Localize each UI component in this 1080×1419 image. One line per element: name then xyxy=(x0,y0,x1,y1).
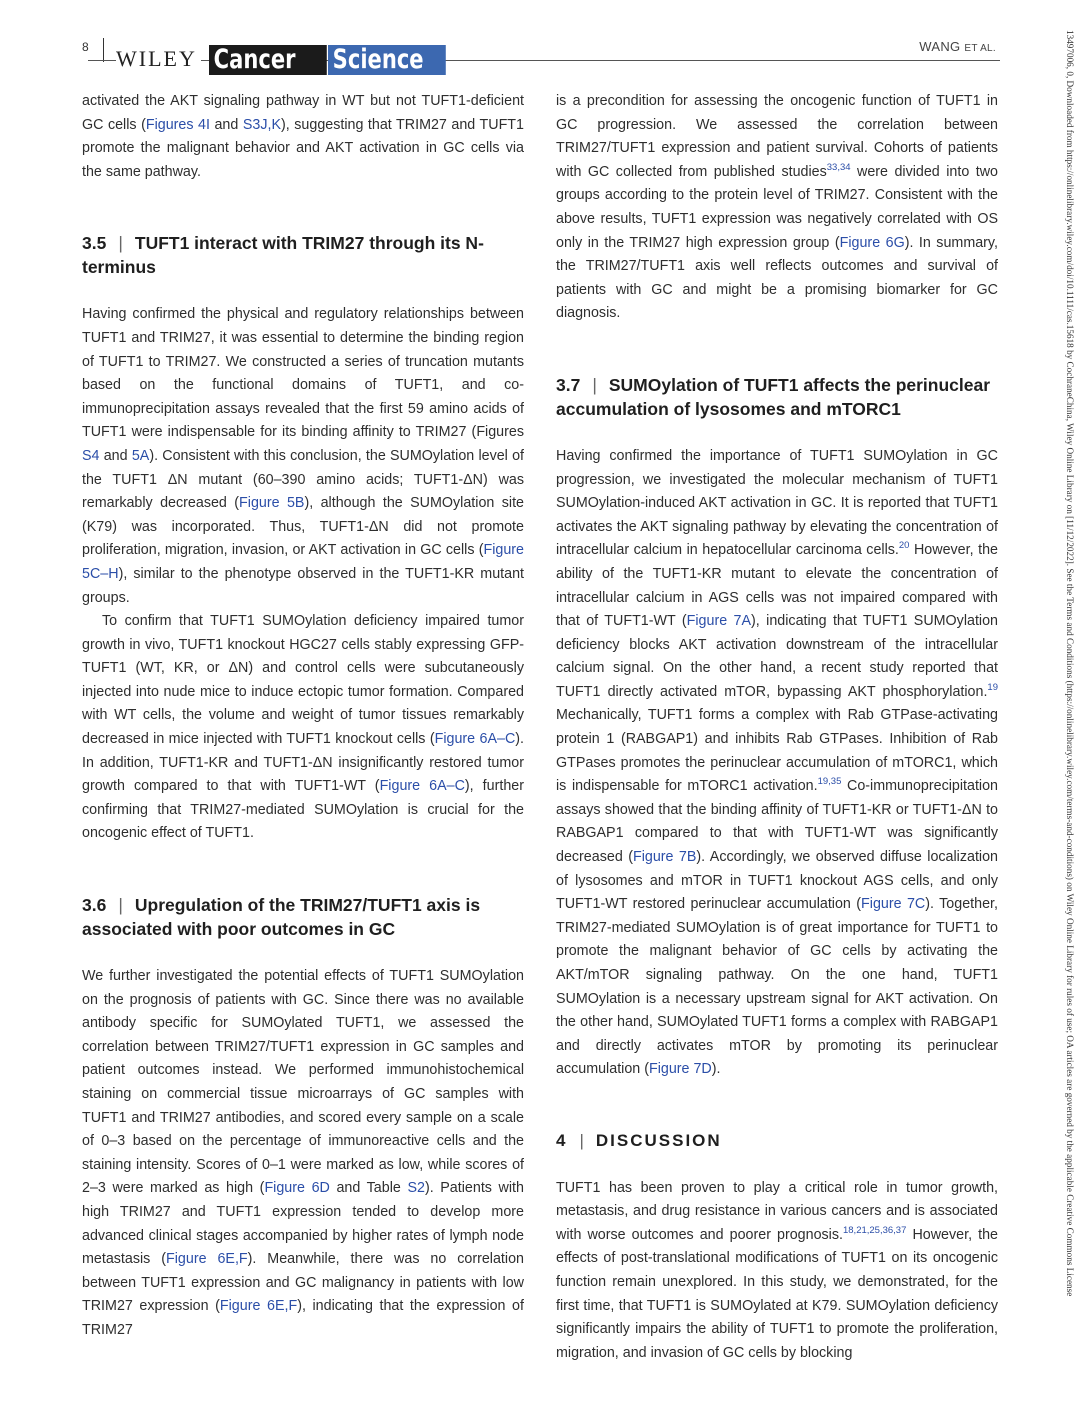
figure-link[interactable]: Figure 6G xyxy=(839,234,905,251)
left-column xyxy=(82,90,524,1343)
journal-logo-part1: Cancer xyxy=(209,45,327,75)
figure-link[interactable]: Figure 5B xyxy=(239,495,305,512)
figure-link[interactable]: S3J,K xyxy=(242,116,282,133)
figure-link[interactable]: Figure 5C–H xyxy=(82,542,524,582)
running-author xyxy=(919,39,996,54)
section-heading-4: 4 | DISCUSSION xyxy=(556,1130,722,1150)
citation[interactable]: 20 xyxy=(898,540,910,552)
header-divider-tick xyxy=(103,38,104,62)
citation[interactable]: 19 xyxy=(987,682,998,694)
paragraph-3-6-cont: is a precondition for assessing the oncogenic function of TUFT1 in GC progression. We assessed the correlation between TRIM27/TUFT1 expression and patient survival. Cohorts of patients with GC collected from published studies$^{33,34}$ were divided into two groups according to the protein level of TRIM27. Consistent with the above results, TUFT1 expression was negatively correlated with OS only in the TRIM27 high expression group (Figure 6G). In summary, the TRIM27/TUFT1 axis well reflects outcomes and survival of patients with GC and might be a promising biomarker for GC diagnosis. xyxy=(556,93,998,322)
paragraph-3-5-b: To confirm that TUFT1 SUMOylation deficiency impaired tumor growth in vivo, TUFT1 knockout HGC27 cells stably expressing GFP-TUFT1 (WT, KR, or ΔN) and control cells were subcutaneously injected into nude mice to induce ectopic tumor formation. Compared with WT cells, the volume and weight of tumor tissues remarkably decreased in mice injected with TUFT1 knockout cells (Figure 6A–C). In addition, TUFT1-KR and TUFT1-ΔN insignificantly restored tumor growth compared to that with TUFT1-WT (Figure 6A–C), further confirming that TRIM27-mediated SUMOylation is crucial for the oncogenic effect of TUFT1. xyxy=(82,613,525,842)
figure-link[interactable]: 5A xyxy=(131,447,150,464)
right-column xyxy=(556,90,998,1365)
figure-link[interactable]: Figure 7A xyxy=(686,613,752,630)
figure-link[interactable]: S4 xyxy=(82,447,100,464)
journal-logo-part2: Science xyxy=(328,45,445,75)
paragraph-3-7: Having confirmed the importance of TUFT1 SUMOylation in GC progression, we investigated the molecular mechanism of TUFT1 SUMOylation-induced AKT activation in GC. It is reported that TUFT1 activates the AKT signaling pathway by elevating the concentration of intracellular calcium in hepatocellular carcinoma cells.$^{20}$ However, the ability of the TUFT1-KR mutant to elevate the concentration of intracellular calcium in AGS cells was not impaired compared with that of TUFT1-WT (Figure 7A), indicating that TUFT1 SUMOylation deficiency blocks AKT activation downstream of the intracellular calcium signal. On the other hand, a recent study reported that TUFT1 directly activated mTOR, bypassing AKT phosphorylation.$^{19}$ Mechanically, TUFT1 forms a complex with Rab GTPase-activating protein 1 (RABGAP1) and inhibits Rab GTPases. Inhibition of Rab GTPases promotes the perinuclear accumulation of mTORC1, which is indispensable for mTORC1 activation.$^{19,35}$ Co-immunoprecipitation assays showed that the binding affinity of TUFT1-KR or TUFT1-ΔN to RABGAP1 compared to that with TUFT1-WT was significantly decreased (Figure 7B). Accordingly, we observed diffuse localization of lysosomes and mTOR in TUFT1 knockout AGS cells, and only TUFT1-WT restored perinuclear accumulation (Figure 7C). Together, TRIM27-mediated SUMOylation is of great importance for TUFT1 to promote the malignant behavior of GC cells by activating the AKT/mTOR signaling pathway. On the one hand, TUFT1 SUMOylation is a necessary upstream signal for AKT activation. On the other hand, SUMOylated TUFT1 forms a complex with RABGAP1 and directly activates mTOR by promoting its perinuclear accumulation (Figure 7D). xyxy=(556,447,999,1078)
citation[interactable]: 33,34 xyxy=(826,162,851,174)
download-side-note: 13497006, 0, Downloaded from https://onlinelibrary.wiley.com/doi/10.1111/cas.15618 by CochraneChina, Wiley Online Library on [11/12/2022]. See the Terms and Conditions (https://onlinelibrary.wiley.com/terms-and-conditions) on Wiley Online Library for rules of use; OA articles are governed by the applicable Creative Commons License xyxy=(1065,30,1075,1297)
author-main: WANG xyxy=(919,39,961,54)
section-heading-3-6: 3.6 | Upregulation of the TRIM27/TUFT1 axis is associated with poor outcomes in GC xyxy=(82,895,481,940)
figure-link[interactable]: Figures 4I xyxy=(145,116,210,133)
figure-link[interactable]: Figure 6A–C xyxy=(434,731,516,748)
figure-link[interactable]: Figure 7B xyxy=(632,849,697,866)
section-heading-3-7: 3.7 | SUMOylation of TUFT1 affects the perinuclear accumulation of lysosomes and mTORC1 xyxy=(556,374,991,419)
figure-link[interactable]: Figure 6E,F xyxy=(166,1251,248,1268)
paragraph-4: TUFT1 has been proven to play a critical role in tumor growth, metastasis, and drug resistance in various cancers and is associated with worse outcomes and poorer prognosis.$^{18,21,25,36,37}$ However, the effects of post-translational modifications of TUFT1 on its oncogenic function remain unexplored. In this study, we demonstrated, for the first time, that TUFT1 is SUMOylated at K79. SUMOylation deficiency significantly impairs the ability of TUFT1 to promote the proliferation, migration, and invasion of GC cells by blocking xyxy=(556,1179,998,1361)
paragraph-3-5-a: Having confirmed the physical and regulatory relationships between TUFT1 and TRIM27, it was essential to determine the binding region of TUFT1 to TRIM27. We constructed a series of truncation mutants based on the functional domains of TUFT1, and co-immunoprecipitation assays revealed that the first 59 amino acids of TUFT1 were indispensable for its binding affinity to TRIM27 (Figures S4 and 5A). Consistent with this conclusion, the SUMOylation level of the TUFT1 ΔN mutant (60–390 amino acids; TUFT1-ΔN) was remarkably decreased (Figure 5B), although the SUMOylation site (K79) was incorporated. Thus, TUFT1-ΔN did not promote proliferation, migration, invasion, or AKT activation in GC cells (Figure 5C–H), similar to the phenotype observed in the TUFT1-KR mutant groups. xyxy=(82,306,525,606)
citation[interactable]: 18,21,25,36,37 xyxy=(842,1224,907,1236)
page-number: 8 xyxy=(82,40,89,54)
page-header xyxy=(0,0,1080,80)
table-link[interactable]: S2 xyxy=(407,1180,425,1197)
citation[interactable]: 19,35 xyxy=(817,776,842,788)
figure-link[interactable]: Figure 6E,F xyxy=(219,1298,298,1315)
paragraph-3-6: We further investigated the potential effects of TUFT1 SUMOylation on the prognosis of patients with GC. Since there was no available antibody specific for SUMOylated TUFT1, we assessed the correlation between TRIM27/TUFT1 expression in GC samples and patient outcomes instead. We performed immunohistochemical staining on commercial tissue microarrays of GC samples with TUFT1 and TRIM27 antibodies, and scored every sample on a scale of 0–3 based on the percentage of immunoreactive cells and the staining intensity. Scores of 0–1 were marked as low, while scores of 2–3 were marked as high (Figure 6D and Table S2). Patients with high TRIM27 and TUFT1 expression tended to develop more advanced clinical stages accompanied by higher rates of lymph node metastasis (Figure 6E,F). Meanwhile, there was no correlation between TUFT1 expression and GC malignancy in patients with low TRIM27 expression (Figure 6E,F), indicating that the expression of TRIM27 xyxy=(82,968,524,1338)
publisher-logo: WILEY xyxy=(116,47,201,71)
figure-link[interactable]: Figure 7D xyxy=(648,1061,712,1078)
paragraph-intro: activated the AKT signaling pathway in WT but not TUFT1-deficient GC cells (Figures 4I and S3J,K), suggesting that TRIM27 and TUFT1 promote the malignant behavior and AKT activation in GC cells via the same pathway. xyxy=(82,93,524,180)
author-suffix: ET AL. xyxy=(964,43,996,54)
section-heading-3-5: 3.5 | TUFT1 interact with TRIM27 through its N-terminus xyxy=(82,233,484,278)
figure-link[interactable]: Figure 6A–C xyxy=(379,778,465,795)
figure-link[interactable]: Figure 7C xyxy=(861,896,926,913)
figure-link[interactable]: Figure 6D xyxy=(264,1180,330,1197)
journal-logo xyxy=(209,45,458,75)
